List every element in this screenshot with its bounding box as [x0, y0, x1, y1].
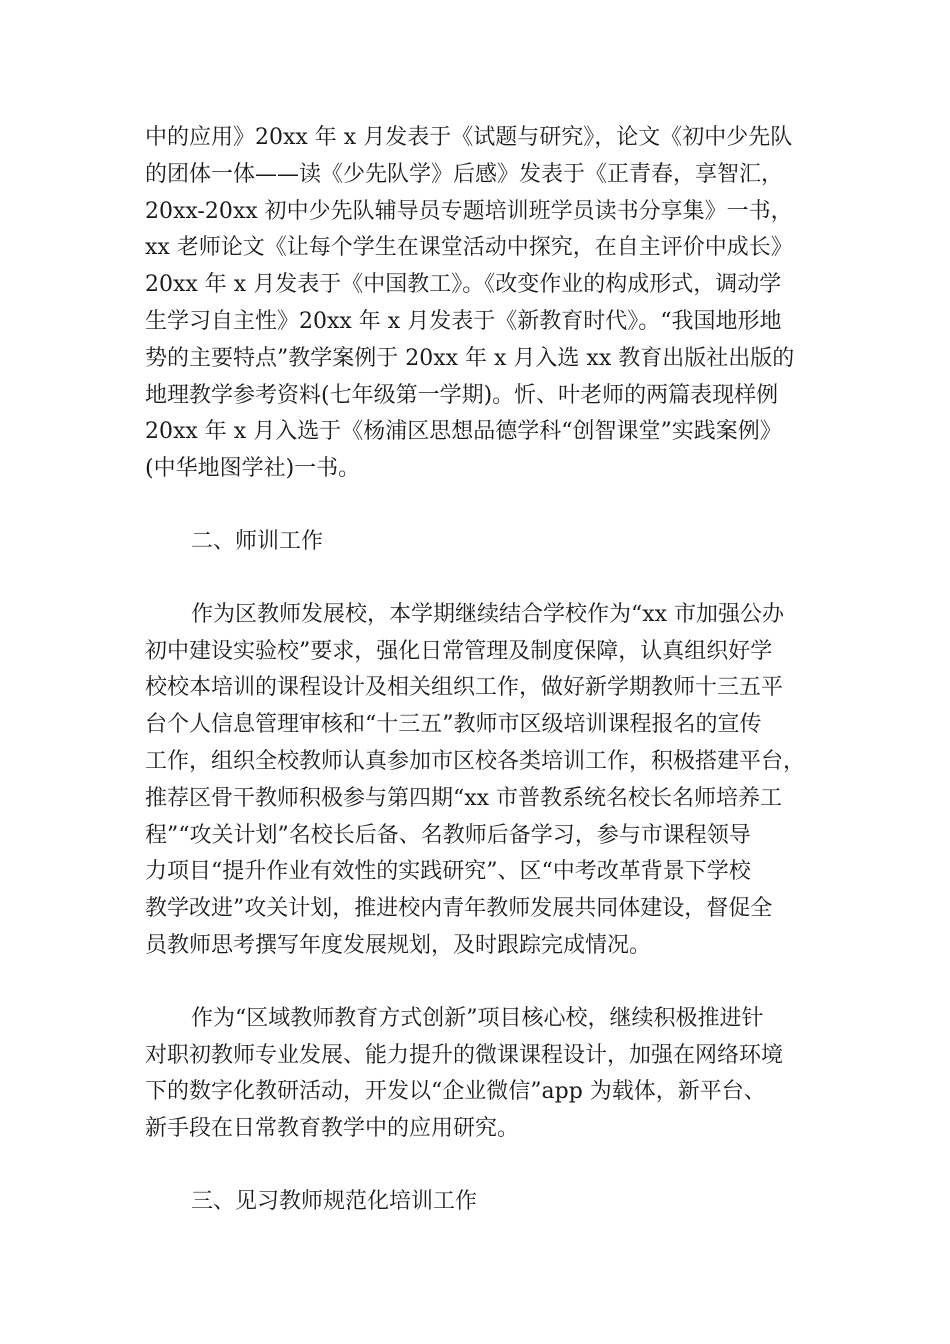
section-heading-probation-training: 三、见习教师规范化培训工作 — [191, 1188, 478, 1214]
text-line: 20xx-20xx 初中少先队辅导员专题培训班学员读书分享集》一书， — [145, 198, 793, 224]
text-line: 生学习自主性》20xx 年 x 月发表于《新教育时代》。“我国地形地 — [145, 308, 782, 334]
text-line: 的团体一体——读《少先队学》后感》发表于《正青春，享智汇， — [145, 161, 784, 187]
text-line: 校校本培训的课程设计及相关组织工作，做好新学期教师十三五平 — [145, 675, 784, 701]
text-line: xx 老师论文《让每个学生在课堂活动中探究，在自主评价中成长》 — [145, 235, 793, 261]
text-line: 力项目“提升作业有效性的实践研究”、区“中考改革背景下学校 — [145, 859, 751, 885]
text-line: 势的主要特点”教学案例于 20xx 年 x 月入选 xx 教育出版社出版的 — [145, 345, 795, 371]
text-line: 员教师思考撰写年度发展规划，及时跟踪完成情况。 — [145, 932, 652, 958]
document-body — [145, 120, 817, 1221]
text-line: 20xx 年 x 月入选于《杨浦区思想品德学科“创智课堂”实践案例》 — [145, 419, 782, 445]
text-line: 20xx 年 x 月发表于《中国教工》。《改变作业的构成形式，调动学 — [145, 272, 782, 298]
text-line: 新手段在日常教育教学中的应用研究。 — [145, 1116, 520, 1142]
paragraph-innovation-project — [145, 1001, 817, 1148]
paragraph-teacher-training — [145, 597, 817, 965]
text-line: 地理教学参考资料(七年级第一学期)。忻、叶老师的两篇表现样例 — [145, 382, 779, 408]
text-line: 作为区教师发展校，本学期继续结合学校作为“xx 市加强公办 — [191, 601, 785, 627]
text-line: 下的数字化教研活动，开发以“企业微信”app 为载体，新平台、 — [145, 1079, 766, 1105]
text-line: 程”“攻关计划”名校长后备、名教师后备学习，参与市课程领导 — [145, 822, 751, 848]
text-line: 作为“区域教师教育方式创新”项目核心校，继续积极推进针 — [191, 1005, 764, 1031]
text-line: 台个人信息管理审核和“十三五”教师市区级培训课程报名的宣传 — [145, 712, 762, 738]
section-heading-teacher-training: 二、师训工作 — [191, 528, 324, 554]
text-line: 工作，组织全校教师认真参加市区校各类培训工作，积极搭建平台， — [145, 748, 806, 774]
text-line: 初中建设实验校”要求，强化日常管理及制度保障，认真组织好学 — [145, 638, 773, 664]
text-line: 对职初教师专业发展、能力提升的微课课程设计，加强在网络环境 — [145, 1042, 784, 1068]
text-line: (中华地图学社)一书。 — [145, 456, 361, 482]
paragraph-publications — [145, 120, 817, 488]
text-line: 教学改进”攻关计划，推进校内青年教师发展共同体建设，督促全 — [145, 896, 773, 922]
text-line: 推荐区骨干教师积极参与第四期“xx 市普教系统名校长名师培养工 — [145, 785, 783, 811]
text-line: 中的应用》20xx 年 x 月发表于《试题与研究》，论文《初中少先队 — [145, 125, 793, 150]
